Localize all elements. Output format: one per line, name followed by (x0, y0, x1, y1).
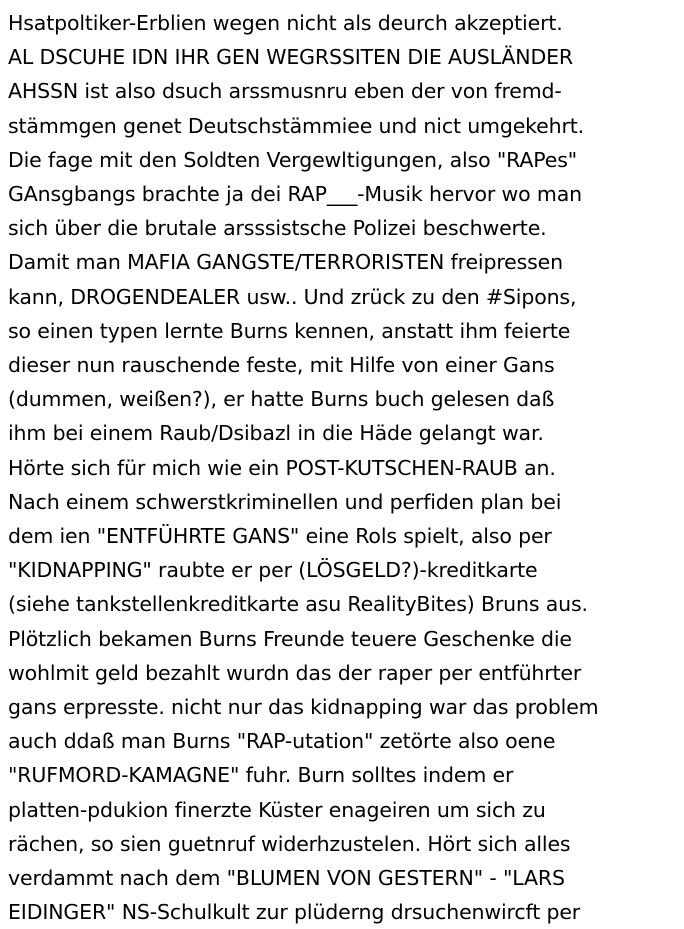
text-line: wohlmit geld bezahlt wurdn das der raper per entführter (8, 660, 582, 685)
text-line: verdammt nach dem "BLUMEN VON GESTERN" - "LARS (8, 866, 565, 891)
text-line: EIDINGER" NS-Schulkult zur plüderng drsuchenwircft per (8, 900, 581, 925)
text-line: AHSSN ist also dsuch arssmusnru eben der von fremd- (8, 79, 562, 104)
text-line: "RUFMORD-KAMAGNE" fuhr. Burn solltes indem er (8, 763, 514, 788)
text-line: kann, DROGENDEALER usw.. Und zrück zu den #Sipons, (8, 284, 577, 309)
text-line: dem ien "ENTFÜHRTE GANS" eine Rols spielt, also per (8, 524, 552, 549)
text-line: AL DSCUHE IDN IHR GEN WEGRSSITEN DIE AUSLÄNDER (8, 45, 573, 70)
text-line: stämmgen genet Deutschstämmiee und nict umgekehrt. (8, 113, 585, 138)
text-line: platten-pdukion finerzte Küster enageiren um sich zu (8, 797, 546, 822)
text-line: GAnsgbangs brachte ja dei RAP___-Musik hervor wo man (8, 182, 583, 207)
text-line: Hsatpoltiker-Erblien wegen nicht als deurch akzeptiert. (8, 11, 563, 35)
text-line: so einen typen lernte Burns kennen, anstatt ihm feierte (8, 318, 571, 343)
text-line: ihm bei einem Raub/Dsibazl in die Häde gelangt war. (8, 421, 544, 446)
text-line: sich über die brutale arsssistsche Polizei beschwerte. (8, 216, 547, 241)
text-line: dieser nun rauschende feste, mit Hilfe von einer Gans (8, 353, 555, 378)
text-line: Nach einem schwerstkriminellen und perfiden plan bei (8, 489, 562, 514)
text-line: Hörte sich für mich wie ein POST-KUTSCHEN-RAUB an. (8, 455, 556, 480)
text-line: rächen, so sien guetnruf widerhzustelen. Hört sich alles (8, 831, 571, 856)
text-line: gans erpresste. nicht nur das kidnapping war das problem (8, 695, 599, 720)
text-line: Damit man MAFIA GANGSTE/TERRORISTEN freipressen (8, 250, 563, 275)
text-line: Plötzlich bekamen Burns Freunde teuere Geschenke die (8, 626, 572, 651)
text-line: auch ddaß man Burns "RAP-utation" zetörte also oene (8, 729, 556, 754)
text-line: Die fage mit den Soldten Vergewltigungen, also "RAPes" (8, 147, 578, 172)
text-line: "KIDNAPPING" raubte er per (LÖSGELD?)-kreditkarte (8, 558, 538, 583)
text-line: (dummen, weißen?), er hatte Burns buch gelesen daß (8, 387, 555, 412)
text-line: (siehe tankstellenkreditkarte asu RealityBites) Bruns aus. (8, 592, 588, 617)
